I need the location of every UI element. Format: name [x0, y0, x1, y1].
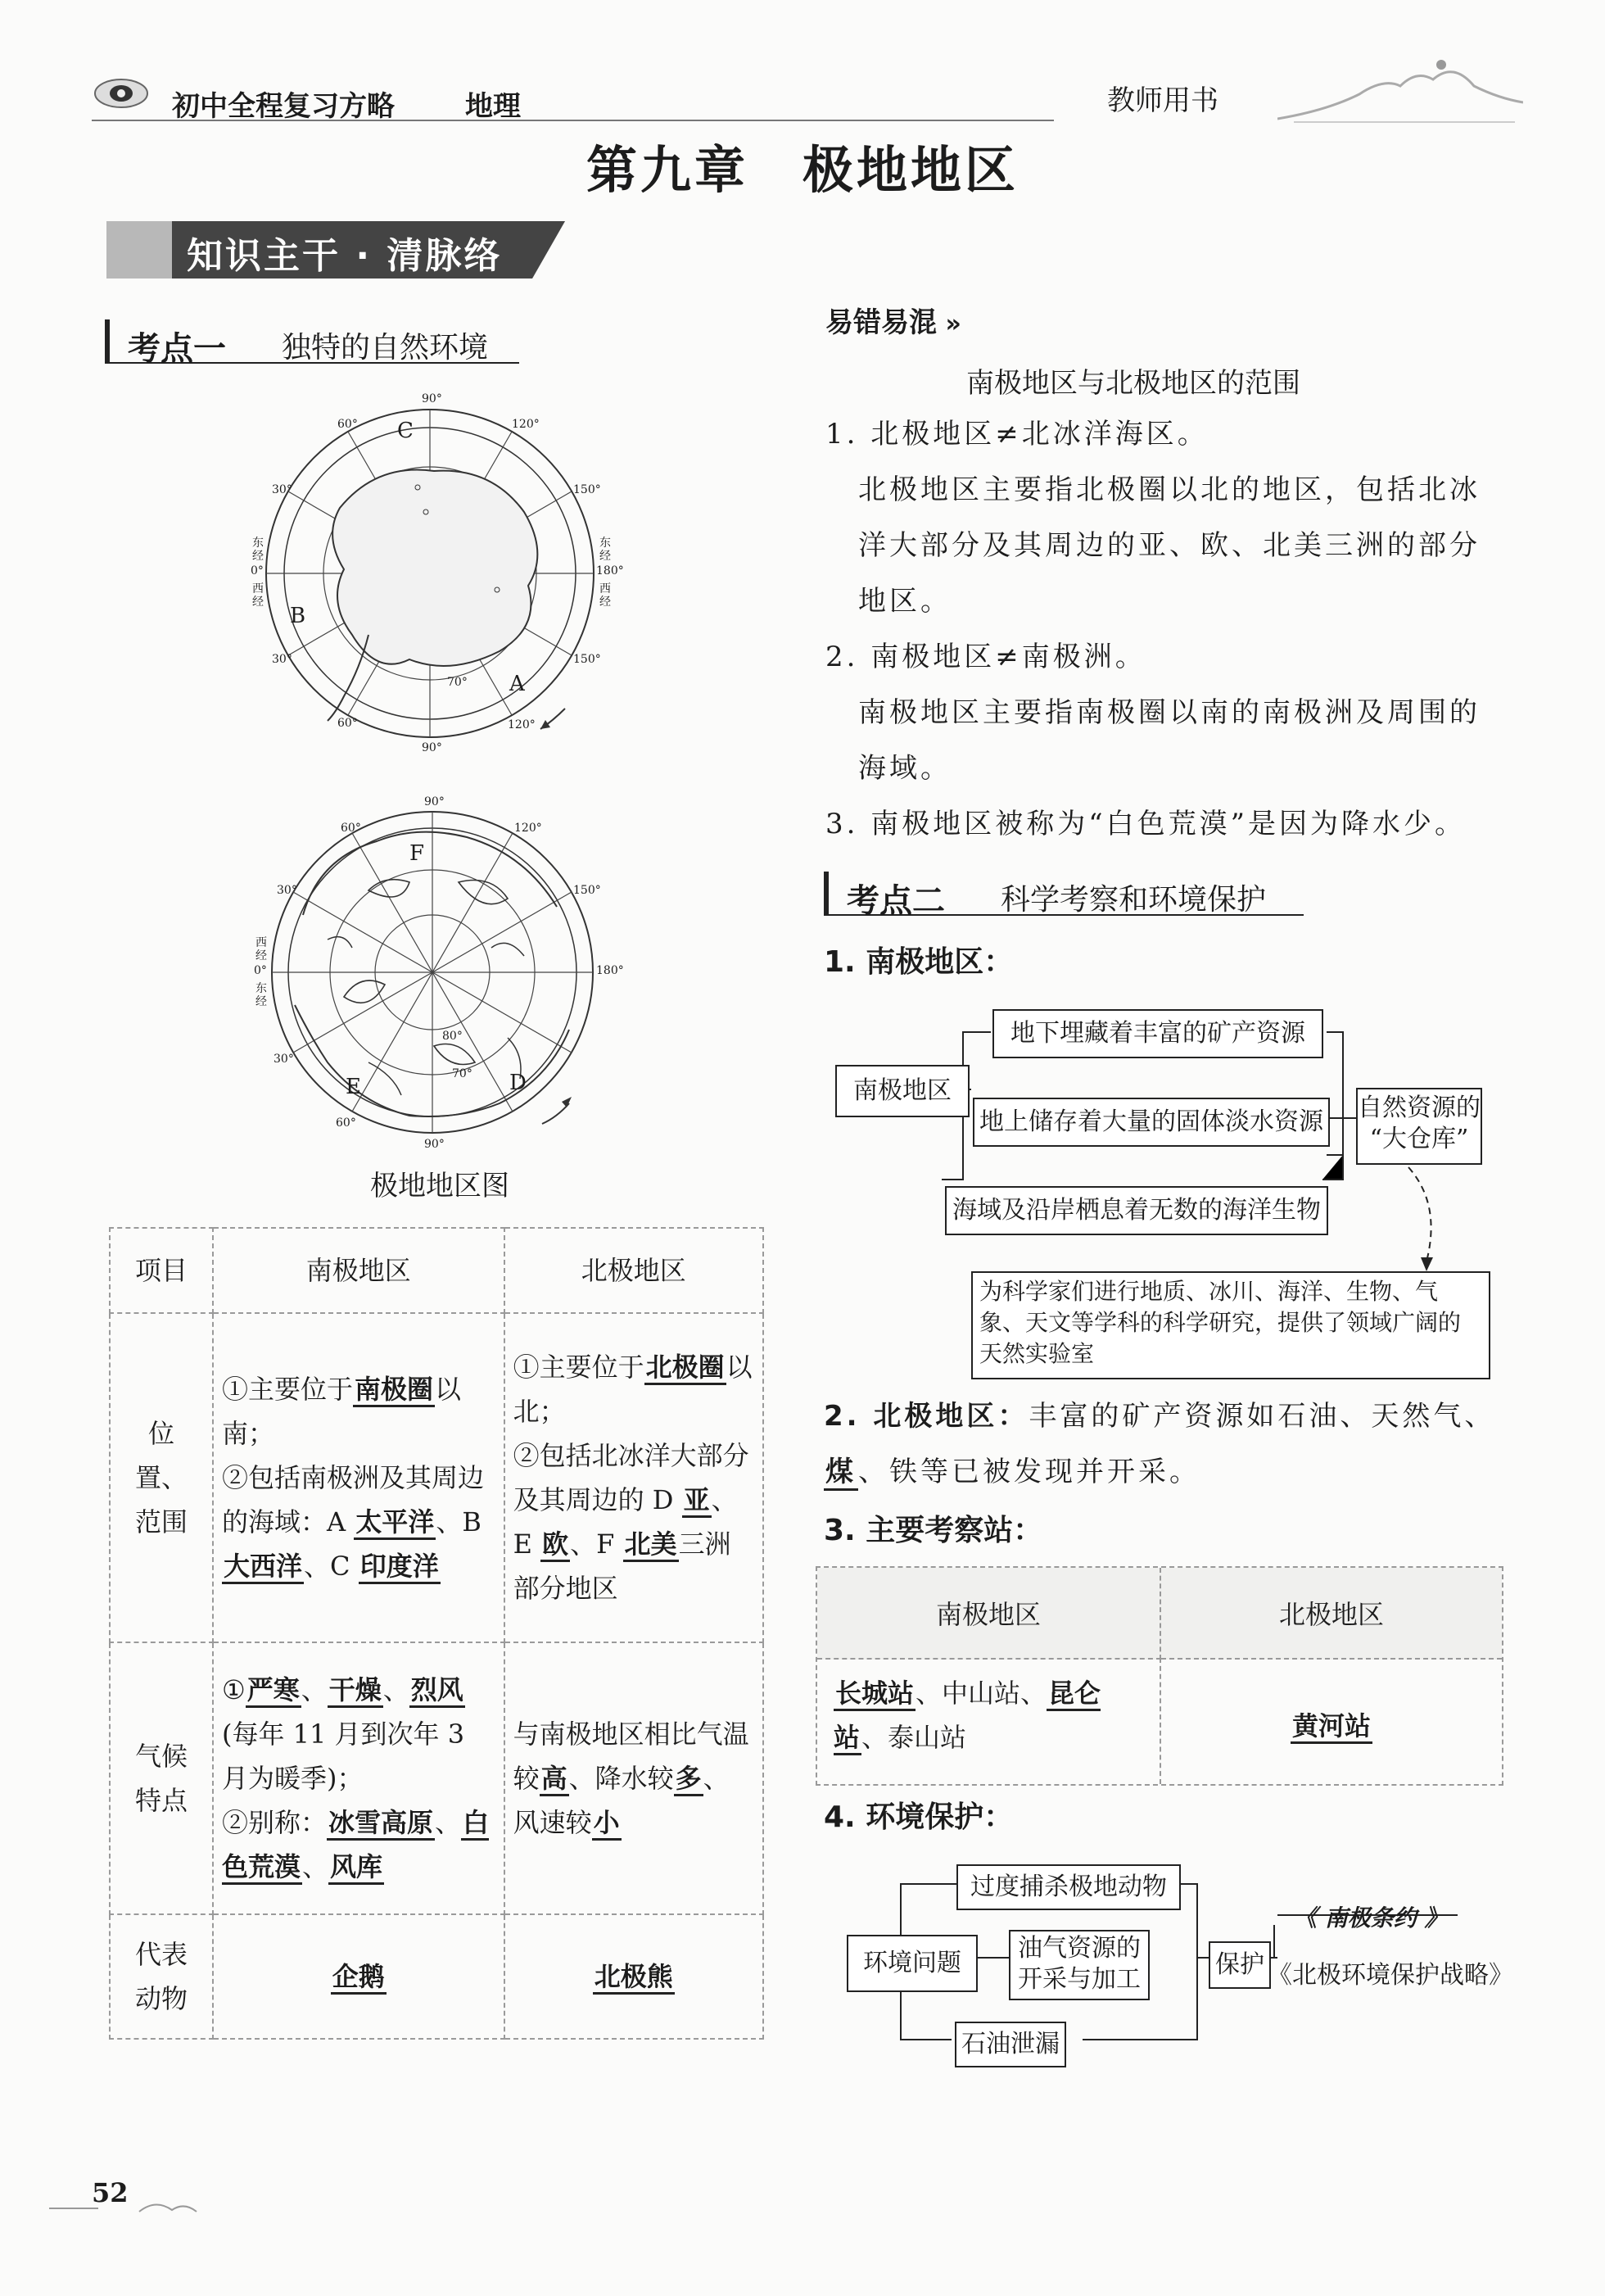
mountain-decoration	[1277, 53, 1523, 127]
table-cell: ①主要位于北极圈以北； ②包括北冰洋大部分及其周边的 D 亚、E 欧、F 北美三洲部分地区	[504, 1313, 763, 1642]
kp1-heading	[105, 319, 519, 368]
table-cell: 企鹅	[213, 1914, 504, 2039]
map1-point-C: C	[397, 419, 414, 443]
s4-strategy: 《北极环境保护战略》	[1268, 1961, 1513, 1990]
subject: 地理	[465, 90, 521, 123]
table-row	[110, 1914, 763, 2039]
table-item-cell: 代表动物	[110, 1914, 213, 2039]
station-south-cell: 长城站、中山站、昆仑站、泰山站	[834, 1671, 1145, 1759]
map2-label-120-right: 120°	[514, 822, 542, 835]
table-row	[110, 1228, 763, 1313]
map2-point-E: E	[346, 1075, 361, 1099]
station-north-cell: 黄河站	[1161, 1705, 1502, 1743]
table-header-cell: 南极地区	[213, 1228, 504, 1313]
map2-point-F: F	[409, 841, 425, 866]
confusion-item-1-desc: 北极地区主要指北极圈以北的地区，包括北冰洋大部分及其周边的亚、欧、北美三洲的部分地区。	[858, 473, 1481, 618]
map1-label-60-left: 60°	[337, 418, 358, 431]
kp1-label: 考点一	[128, 330, 226, 368]
table-row	[110, 1313, 763, 1642]
kp2-label: 考点二	[847, 882, 945, 920]
book-title: 初中全程复习方略	[172, 90, 395, 123]
s2-text: 2. 北极地区：丰富的矿产资源如石油、天然气、 煤、铁等已被发现并开采。	[824, 1388, 1528, 1500]
confusion-item-1: 1. 北极地区≠北冰洋海区。	[825, 418, 1209, 451]
confusion-item-3: 3. 南极地区被称为“白色荒漠”是因为降水少。	[825, 808, 1467, 840]
table-header-cell: 项目	[110, 1228, 213, 1313]
s4-root-box: 环境问题	[847, 1935, 978, 1992]
map2-label-90-top: 90°	[424, 795, 445, 808]
kp2-title: 科学考察和环境保护	[1001, 883, 1267, 917]
map1-label-30-left: 30°	[272, 483, 292, 496]
map1-label-120-right: 120°	[512, 418, 540, 431]
station-header-north: 北极地区	[1278, 1599, 1384, 1630]
confusion-item-2-desc: 南极地区主要指南极圈以南的南极洲及周围的海域。	[858, 696, 1481, 785]
map2-label-80: 80°	[442, 1030, 463, 1043]
s4-problem-2: 油气资源的 开采与加工	[1009, 1930, 1150, 2000]
confusion-title: 南极地区与北极地区的范围	[966, 367, 1300, 400]
page-number: 52	[92, 2177, 129, 2208]
map2-label-60-bottom-left: 60°	[336, 1116, 356, 1130]
region-comparison-table	[109, 1227, 764, 2040]
kp2-heading	[824, 872, 1304, 920]
table-header-cell: 北极地区	[504, 1228, 763, 1313]
table-cell: ①严寒、干燥、烈风(每年 11 月到次年 3 月为暖季)； ②别称：冰雪高原、白色荒漠、风库	[213, 1642, 504, 1914]
double-chevron-icon: »	[937, 310, 961, 338]
table-cell: ①主要位于南极圈以南； ②包括南极洲及其周边的海域：A 太平洋、B 大西洋、C 印度洋	[213, 1313, 504, 1642]
map-caption: 极地地区图	[370, 1170, 509, 1202]
s1-root-box: 南极地区	[835, 1065, 970, 1117]
s1-branch-2: 地上储存着大量的固体淡水资源	[973, 1098, 1330, 1147]
station-table	[816, 1566, 1503, 1786]
s1-branch-3: 海域及沿岸栖息着无数的海洋生物	[945, 1186, 1328, 1235]
map2-label-90-bottom: 90°	[424, 1138, 445, 1151]
s3-heading: 3. 主要考察站：	[824, 1514, 1043, 1547]
map1-label-120-bottom: 120°	[508, 718, 536, 731]
south-polar-map	[246, 389, 622, 758]
north-polar-map	[246, 792, 622, 1153]
section-banner	[106, 221, 565, 279]
station-header-south: 南极地区	[935, 1599, 1041, 1630]
map1-label-90-bottom: 90°	[422, 741, 442, 754]
map1-point-B: B	[290, 604, 306, 628]
table-cell: 北极熊	[504, 1914, 763, 2039]
s1-branch-1: 地下埋藏着丰富的矿产资源	[992, 1009, 1323, 1058]
map1-label-90-top: 90°	[422, 392, 442, 405]
map2-label-180: 180°	[596, 964, 624, 977]
table-item-cell: 气候特点	[110, 1642, 213, 1914]
s1-bottom-box: 为科学家们进行地质、冰川、海洋、生物、气象、天文等学科的科学研究，提供了领域广阔的天然实验室	[971, 1271, 1490, 1379]
map1-label-180: 180°	[596, 564, 624, 577]
map1-label-70: 70°	[447, 676, 468, 689]
map1-label-150-right: 150°	[573, 483, 601, 496]
section-banner-text: 知识主干 · 清脉络	[187, 235, 503, 277]
confusion-item-2: 2. 南极地区≠南极洲。	[825, 641, 1146, 673]
table-row	[110, 1642, 763, 1914]
map2-label-60-left: 60°	[341, 822, 361, 835]
map1-label-west-left: 西经	[252, 582, 264, 609]
map2-label-70: 70°	[452, 1067, 472, 1080]
map2-point-D: D	[509, 1071, 527, 1095]
map1-label-30-bottom-left: 30°	[272, 653, 292, 666]
edition-label: 教师用书	[1107, 84, 1218, 117]
s1-right-box: 自然资源的 “大仓库”	[1356, 1088, 1482, 1165]
s4-heading: 4. 环境保护：	[824, 1800, 1014, 1834]
map2-label-30-left: 30°	[277, 884, 297, 897]
s4-problem-1: 过度捕杀极地动物	[956, 1864, 1181, 1910]
map1-point-A: A	[509, 672, 525, 696]
map2-label-150-right: 150°	[573, 884, 601, 897]
confusion-label: 易错易混 »	[825, 306, 961, 339]
map1-label-150-bottom: 150°	[573, 653, 601, 666]
chapter-title: 第九章 极地地区	[585, 140, 1019, 200]
map2-label-east: 东经	[255, 982, 267, 1008]
map2-label-0: 0°	[254, 964, 267, 977]
s4-treaty: 《 南极条约 》	[1294, 1904, 1448, 1931]
s4-problem-3: 石油泄漏	[955, 2022, 1066, 2067]
footer-decoration	[49, 2192, 229, 2217]
kp1-title: 独特的自然环境	[282, 331, 489, 365]
s1-heading: 1. 南极地区：	[824, 945, 1014, 979]
header-logo	[92, 75, 151, 110]
table-item-cell: 位置、范围	[110, 1313, 213, 1642]
map2-label-30-bottom-left: 30°	[274, 1053, 294, 1066]
map1-label-east-right: 东经	[599, 537, 611, 563]
map2-label-west: 西经	[255, 936, 267, 962]
map1-label-60-bottom-left: 60°	[337, 717, 358, 730]
header-rule	[92, 120, 1054, 121]
map1-label-west-right: 西经	[599, 582, 611, 609]
table-cell: 与南极地区相比气温较高、降水较多、风速较小	[504, 1642, 763, 1914]
map1-label-0: 0°	[251, 564, 264, 577]
map1-label-east-left: 东经	[252, 537, 264, 563]
s4-protect-box: 保护	[1209, 1941, 1271, 1989]
